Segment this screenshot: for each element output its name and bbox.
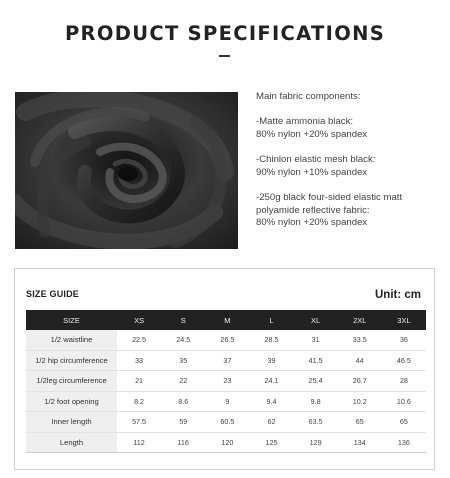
page-title: PRODUCT SPECIFICATIONS [64,22,386,45]
column-header: 2XL [338,310,382,330]
table-row [26,371,426,392]
table-cell: 24.5 [161,330,205,351]
size-guide-card [14,268,435,470]
table-row [26,351,426,372]
table-cell: 28 [382,371,426,392]
table-cell: 10.2 [338,392,382,413]
table-cell: 120 [205,433,249,454]
table-cell: 59 [161,412,205,433]
table-cell: 112 [117,433,161,454]
table-row [26,330,426,351]
column-header: M [205,310,249,330]
table-cell: 21 [117,371,161,392]
column-header: SIZE [26,310,117,330]
fabric-components [256,91,446,230]
row-label: Inner length [26,412,117,433]
table-cell: 63.5 [294,412,338,433]
title-underline [219,55,230,57]
row-label: 1/2 waistline [26,330,117,351]
table-cell: 41.5 [294,351,338,372]
table-cell: 65 [382,412,426,433]
column-header: 3XL [382,310,426,330]
row-label: 1/2 foot opening [26,392,117,413]
table-cell: 26.7 [338,371,382,392]
column-header: S [161,310,205,330]
table-cell: 33 [117,351,161,372]
table-cell: 35 [161,351,205,372]
table-cell: 10.6 [382,392,426,413]
table-cell: 60.5 [205,412,249,433]
table-cell: 9.4 [249,392,293,413]
fabric-item-name: -Chinlon elastic mesh black: [256,154,376,166]
table-cell: 26.5 [205,330,249,351]
table-cell: 8.2 [117,392,161,413]
row-label: Length [26,433,117,454]
size-guide-unit: Unit: cm [375,289,421,301]
fabric-item-composition: 80% nylon +20% spandex [256,217,368,229]
size-table-header [26,310,426,330]
row-label: 1/2leg circumference [26,371,117,392]
table-cell: 125 [249,433,293,454]
table-cell: 22 [161,371,205,392]
fabric-item-name: -Matte ammonia black: [256,116,354,128]
fabric-item-name: -250g black four-sided elastic matt polyamide reflective fabric: [256,192,403,216]
table-cell: 25.4 [294,371,338,392]
table-cell: 134 [338,433,382,454]
table-cell: 62 [249,412,293,433]
table-cell: 37 [205,351,249,372]
table-cell: 39 [249,351,293,372]
table-cell: 57.5 [117,412,161,433]
table-cell: 8.6 [161,392,205,413]
row-label: 1/2 hip circumference [26,351,117,372]
table-row [26,412,426,433]
table-row [26,433,426,454]
table-cell: 46.5 [382,351,426,372]
table-cell: 28.5 [249,330,293,351]
size-guide-title: SIZE GUIDE [26,289,80,299]
table-row [26,392,426,413]
table-cell: 23 [205,371,249,392]
column-header: L [249,310,293,330]
table-cell: 44 [338,351,382,372]
table-cell: 136 [382,433,426,454]
size-table [26,310,426,453]
table-cell: 31 [294,330,338,351]
table-cell: 116 [161,433,205,454]
table-cell: 129 [294,433,338,454]
fabric-item-composition: 90% nylon +10% spandex [256,166,368,178]
column-header: XS [117,310,161,330]
table-cell: 33.5 [338,330,382,351]
column-header: XL [294,310,338,330]
table-cell: 9 [205,392,249,413]
table-cell: 65 [338,412,382,433]
table-cell: 9.8 [294,392,338,413]
fabric-item-composition: 80% nylon +20% spandex [256,128,368,140]
table-cell: 22.5 [117,330,161,351]
fabric-photo [15,92,238,249]
table-cell: 36 [382,330,426,351]
fabric-heading: Main fabric components: [256,91,361,102]
table-cell: 24.1 [249,371,293,392]
